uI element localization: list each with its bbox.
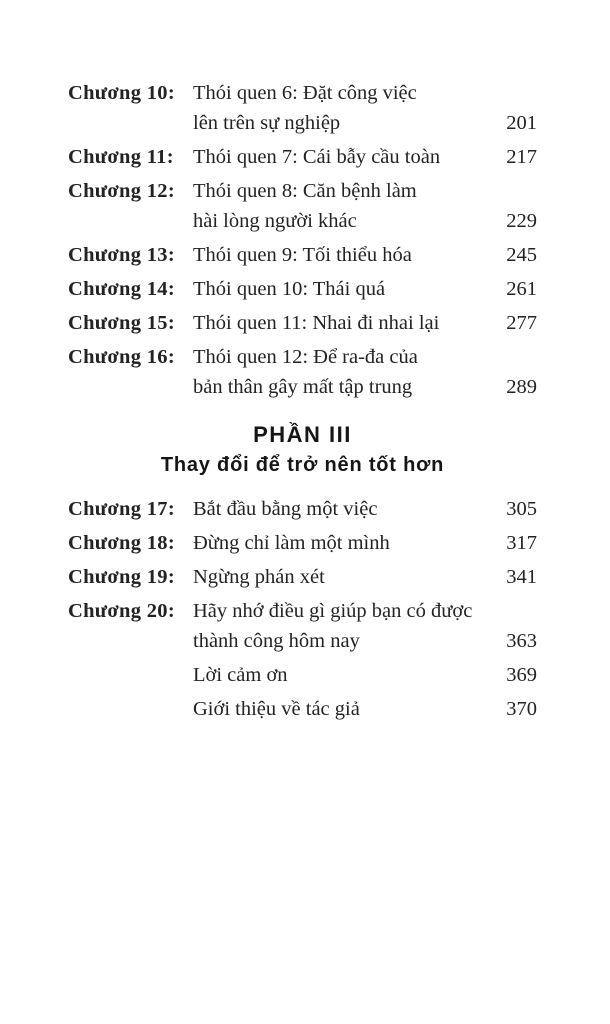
chapter-label: Chương 11: bbox=[68, 146, 174, 168]
chapter-label: Chương 18: bbox=[68, 532, 175, 554]
page-number: 341 bbox=[506, 566, 537, 588]
chapter-title bbox=[193, 240, 491, 270]
page-number: 201 bbox=[506, 112, 537, 134]
chapter-title bbox=[193, 78, 491, 138]
toc-entry bbox=[68, 562, 537, 592]
page-number: 369 bbox=[506, 664, 537, 686]
page-number: 363 bbox=[506, 630, 537, 652]
toc-entry bbox=[68, 176, 537, 236]
part-heading-title: PHẦN III bbox=[253, 422, 352, 447]
chapter-label: Chương 14: bbox=[68, 278, 175, 300]
chapter-title-line: Thói quen 8: Căn bệnh làm bbox=[193, 180, 417, 202]
chapter-title bbox=[193, 274, 491, 304]
toc-entry bbox=[68, 142, 537, 172]
chapter-title-line: Thói quen 10: Thái quá bbox=[193, 278, 386, 300]
chapter-title-line: Thói quen 11: Nhai đi nhai lại bbox=[193, 312, 440, 334]
toc-entry bbox=[68, 596, 537, 656]
chapter-title-line: Thói quen 7: Cái bẫy cầu toàn bbox=[193, 146, 441, 168]
toc-entry bbox=[68, 528, 537, 558]
chapter-title bbox=[193, 562, 491, 592]
chapter-label: Chương 13: bbox=[68, 244, 175, 266]
chapter-title-line: bản thân gây mất tập trung bbox=[193, 376, 413, 398]
chapter-title-line: Ngừng phán xét bbox=[193, 566, 325, 588]
chapter-title-line: Thói quen 9: Tối thiểu hóa bbox=[193, 244, 412, 266]
page-number: 261 bbox=[506, 278, 537, 300]
part-heading bbox=[68, 420, 537, 480]
chapter-title-line: Đừng chỉ làm một mình bbox=[193, 532, 390, 554]
chapter-title bbox=[193, 494, 491, 524]
page-number: 217 bbox=[506, 146, 537, 168]
chapter-label: Chương 10: bbox=[68, 82, 175, 104]
chapter-label: Chương 17: bbox=[68, 498, 175, 520]
chapter-title bbox=[193, 342, 491, 402]
toc-entry bbox=[68, 342, 537, 402]
back-matter-title bbox=[193, 694, 491, 724]
chapter-title-line: thành công hôm nay bbox=[193, 630, 360, 652]
table-of-contents bbox=[68, 78, 537, 728]
toc-entry bbox=[68, 494, 537, 524]
page-number: 277 bbox=[506, 312, 537, 334]
page-number: 317 bbox=[506, 532, 537, 554]
toc-entry bbox=[68, 274, 537, 304]
chapter-title bbox=[193, 176, 491, 236]
page-number: 305 bbox=[506, 498, 537, 520]
chapter-title-line: Bắt đầu bằng một việc bbox=[193, 498, 378, 520]
chapter-label: Chương 16: bbox=[68, 346, 175, 368]
chapter-label: Chương 15: bbox=[68, 312, 175, 334]
toc-entry bbox=[68, 308, 537, 338]
chapter-label: Chương 12: bbox=[68, 180, 175, 202]
toc-entry bbox=[68, 694, 537, 724]
chapter-label: Chương 20: bbox=[68, 600, 175, 622]
chapter-title-line: hài lòng người khác bbox=[193, 210, 357, 232]
back-matter-title bbox=[193, 660, 491, 690]
back-matter-title-line: Giới thiệu về tác giả bbox=[193, 698, 360, 720]
page-number: 245 bbox=[506, 244, 537, 266]
toc-entry bbox=[68, 240, 537, 270]
part-heading-subtitle: Thay đổi để trở nên tốt hơn bbox=[160, 454, 445, 476]
toc-entry bbox=[68, 78, 537, 138]
chapter-title bbox=[193, 308, 491, 338]
chapter-title-line: Thói quen 6: Đặt công việc bbox=[193, 82, 417, 104]
back-matter-title-line: Lời cảm ơn bbox=[193, 664, 288, 686]
chapter-title bbox=[193, 142, 491, 172]
toc-entry bbox=[68, 660, 537, 690]
chapter-title-line: Thói quen 12: Để ra-đa của bbox=[193, 346, 418, 368]
page-number: 229 bbox=[506, 210, 537, 232]
chapter-title-line: lên trên sự nghiệp bbox=[193, 112, 341, 134]
chapter-title bbox=[193, 596, 491, 656]
page-number: 370 bbox=[506, 698, 537, 720]
page-number: 289 bbox=[506, 376, 537, 398]
chapter-title bbox=[193, 528, 491, 558]
chapter-title-line: Hãy nhớ điều gì giúp bạn có được bbox=[193, 600, 473, 622]
chapter-label: Chương 19: bbox=[68, 566, 175, 588]
